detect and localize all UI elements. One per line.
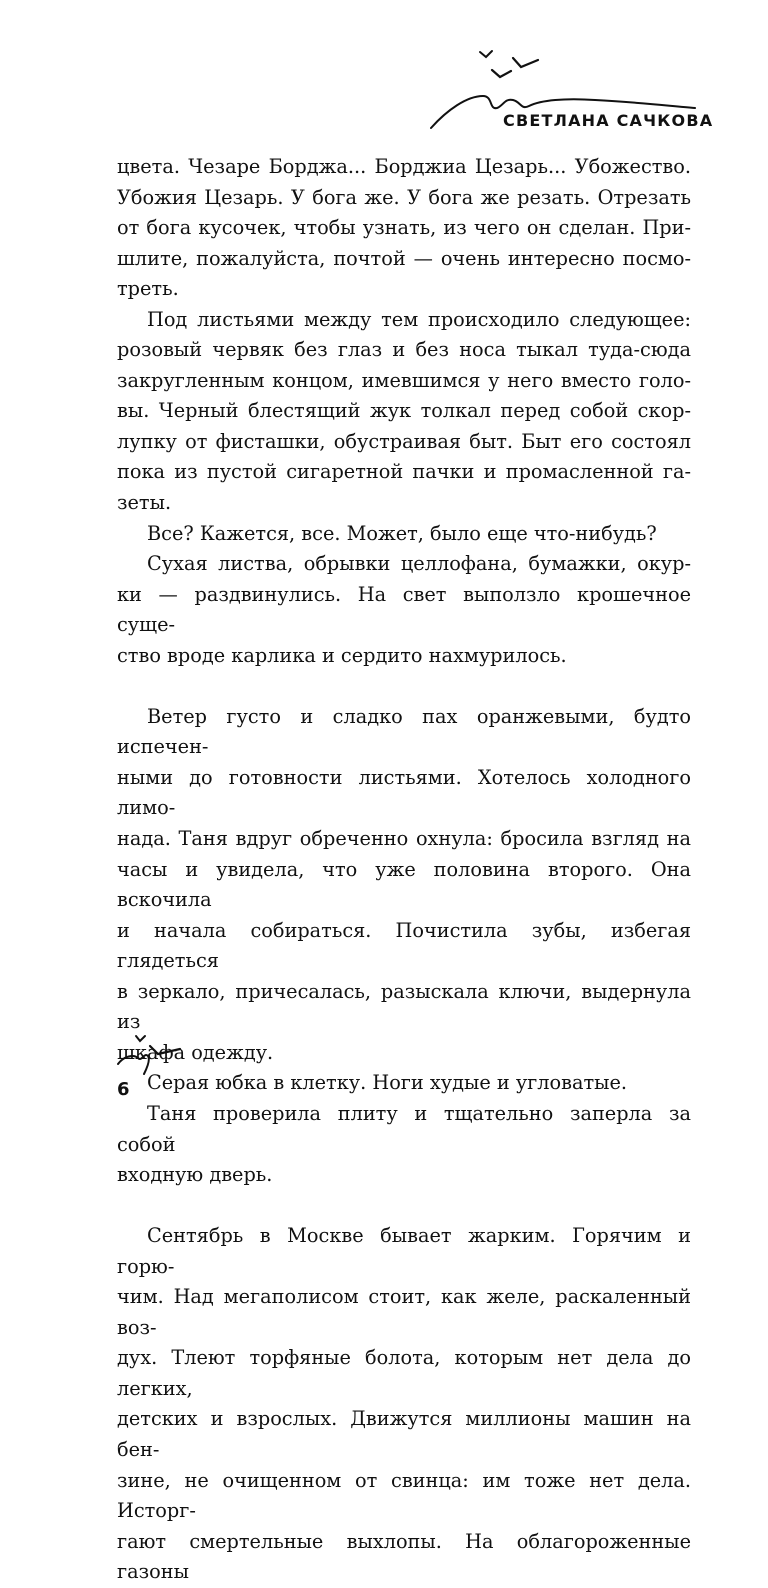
text-line: Сухая листва, обрывки целлофана, бумажки, окур-	[147, 552, 691, 576]
section-break	[117, 1191, 691, 1222]
text-line: от бога кусочек, чтобы узнать, из чего он сделан. При-	[117, 216, 691, 240]
text-line: входную дверь.	[117, 1163, 273, 1187]
text-line: шкафа одежду.	[117, 1040, 274, 1064]
text-line: Убожия Цезарь. У бога же. У бога же резать. Отрезать	[117, 185, 691, 209]
text-line: ки — раздвинулись. На свет выползло крошечное суще-	[117, 582, 691, 637]
text-line: вы. Черный блестящий жук толкал перед собой скор-	[117, 399, 691, 423]
text-line: треть.	[117, 277, 179, 301]
text-line: Сентябрь в Москве бывает жарким. Горячим и горю-	[117, 1224, 691, 1278]
text-line: шлите, пожалуйста, почтой — очень интересно посмо-	[117, 246, 691, 270]
text-line: чим. Над мегаполисом стоит, как желе, раскаленный воз-	[117, 1285, 691, 1339]
section-break	[117, 671, 691, 702]
birds-squiggle-ornament-icon	[114, 1032, 184, 1080]
text-line: ство вроде карлика и сердито нахмурилось.	[117, 643, 567, 667]
text-line: дух. Тлеют торфяные болота, которым нет дела до легких,	[117, 1346, 691, 1400]
text-line: Все? Кажется, все. Может, было еще что-нибудь?	[147, 521, 657, 545]
body-text	[117, 152, 691, 1588]
text-line: в зеркало, причесалась, разыскала ключи, выдернула из	[117, 979, 691, 1034]
text-line: Ветер густо и сладко пах оранжевыми, будто испечен-	[117, 704, 691, 759]
text-line: пока из пустой сигаретной пачки и промасленной га-	[117, 460, 691, 484]
text-line: лупку от фисташки, обустраивая быт. Быт его состоял	[117, 429, 691, 453]
text-line: и начала собираться. Почистила зубы, избегая глядеться	[117, 918, 691, 973]
text-line: зине, не очищенном от свинца: им тоже нет дела. Исторг-	[117, 1468, 691, 1523]
text-line: ными до готовности листьями. Хотелось холодного лимо-	[117, 765, 691, 820]
author-name: СВЕТЛАНА САЧКОВА	[503, 111, 714, 130]
text-line: цвета. Чезаре Борджа... Борджиа Цезарь... Убожество.	[117, 155, 691, 178]
text-line: гают смертельные выхлопы. На облагороженные газоны	[117, 1529, 691, 1584]
text-line: закругленным концом, имевшимся у него вместо голо-	[117, 368, 691, 392]
text-line: розовый червяк без глаз и без носа тыкал туда-сюда	[117, 338, 691, 362]
text-line: нада. Таня вдруг обреченно охнула: бросила взгляд на	[117, 827, 691, 851]
text-line: Серая юбка в клетку. Ноги худые и угловатые.	[147, 1071, 628, 1095]
text-line: зеты.	[117, 491, 172, 515]
text-line: Таня проверила плиту и тщательно заперла за собой	[117, 1101, 691, 1156]
text-line: часы и увидела, что уже половина второго. Она вскочила	[117, 857, 691, 912]
text-line: Под листьями между тем происходило следующее:	[147, 307, 691, 331]
text-line: детских и взрослых. Движутся миллионы машин на бен-	[117, 1407, 691, 1461]
page-number: 6	[117, 1079, 130, 1100]
